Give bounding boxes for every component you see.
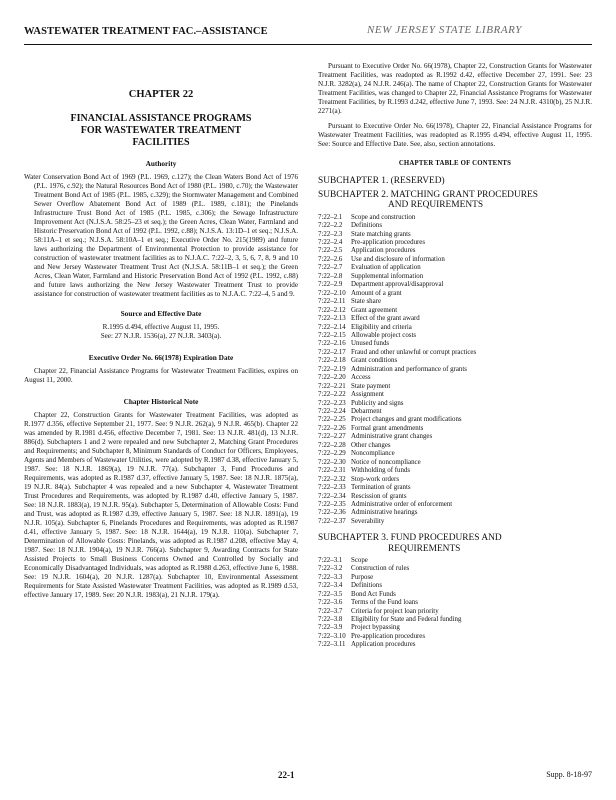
toc-section-number: 7:22–2.23 (318, 399, 346, 407)
toc-entry (318, 357, 592, 365)
toc-section-number: 7:22–3.8 (318, 615, 343, 623)
toc-entry (318, 484, 592, 492)
toc-section-number: 7:22–2.11 (318, 298, 346, 306)
header-rule (24, 44, 592, 45)
toc-entry (318, 518, 592, 526)
toc-section-title: State matching grants (351, 230, 411, 238)
toc-entry (318, 231, 592, 239)
toc-section-title: Unused funds (351, 340, 390, 348)
toc-entry (318, 281, 592, 289)
toc-section-number: 7:22–3.3 (318, 573, 343, 581)
toc-entry (318, 476, 592, 484)
toc-section-number: 7:22–2.32 (318, 475, 346, 483)
toc-section-title: Administrative order of enforcement (351, 501, 453, 509)
toc-entry (318, 324, 592, 332)
toc-section-number: 7:22–2.34 (318, 492, 346, 500)
toc-section-number: 7:22–2.27 (318, 433, 346, 441)
toc-section-title: Administrative hearings (351, 509, 418, 517)
toc-entry (318, 239, 592, 247)
toc-section-title: Scope (351, 556, 368, 564)
toc-section-number: 7:22–2.21 (318, 382, 346, 390)
toc-section-title: Notice of noncompliance (351, 458, 421, 466)
toc-section-title: Application procedures (351, 247, 416, 255)
toc-entry (318, 591, 592, 599)
source-heading: Source and Effective Date (120, 309, 202, 318)
toc-section-title: Pre-application procedures (351, 238, 426, 246)
toc-entry (318, 459, 592, 467)
toc-entry (318, 408, 592, 416)
toc-section-number: 7:22–2.10 (318, 289, 346, 297)
toc-section-title: Publicity and signs (351, 399, 404, 407)
authority-heading: Authority (145, 159, 177, 168)
chapter-title-line: FACILITIES (132, 137, 190, 148)
toc-section-number: 7:22–2.36 (318, 509, 346, 517)
toc-section-title: Access (351, 374, 371, 382)
toc-section-title: Stop-work orders (351, 475, 400, 483)
toc-entry (318, 425, 592, 433)
toc-section-number: 7:22–2.15 (318, 331, 346, 339)
toc-section-number: 7:22–2.29 (318, 450, 346, 458)
page-number: 22-1 (278, 770, 295, 780)
toc-section-title: Scope and construction (351, 213, 416, 221)
toc-entry (318, 599, 592, 607)
subchapter-3-heading-line: SUBCHAPTER 3. FUND PROCEDURES AND (318, 533, 502, 544)
toc-section-title: Application procedures (351, 641, 416, 649)
toc-section-number: 7:22–3.1 (318, 556, 343, 564)
toc-entry (318, 641, 592, 649)
toc-section-title: Project bypassing (351, 624, 400, 632)
toc-entry (318, 493, 592, 501)
toc-section-title: Pre-application procedures (351, 632, 426, 640)
toc-entry (318, 383, 592, 391)
toc-section-title: Definitions (351, 222, 383, 230)
toc-section-title: Criteria for project loan priority (351, 607, 439, 615)
toc-section-number: 7:22–3.11 (318, 641, 346, 649)
toc-section-number: 7:22–2.28 (318, 441, 346, 449)
toc-entry (318, 256, 592, 264)
authority-text: Water Conservation Bond Act of 1969 (P.L. 1969, c.127); the Clean Waters Bond Act of 1976 (P.L. 1976, c.92); the Natural Resources Bond Act of 1980 (P.L. 1980, c.70); the Wastewater Treatment Bond Act of 1985 (P.L. 1985, c.329); the Stormwater Management and Combined Sewer Overflow Abatement Bond Act of 1989 (P.L. 1989, c.181); the Pinelands Infrastructure Trust Bond Act of 1985 (P.L. 1985, c.306); the Sewage Infrastructure Improvement Act (N.J.S.A. 58:25–23 et seq.); the Green Acres, Clean Water, Farmland and Historic Preservation Bond Act of 1992 (P.L. 1992, c.88); N.J.S.A. 13:1D–1 et seq.; N.J.S.A. 58:11A–1 et seq.; N.J.S.A. 58:10A–1 et seq.; Executive Order No. 215(1989) and future laws authorizing the Department of Environmental Protection to provide assistance for construction of wastewater treatment facilities as to N.J.A.C. 7:22–2, 3, 5, 6, 7, 8, 9 and 10 and New Jersey Wastewater Treatment Trust Act (N.J.S.A. 58:11B–1 et seq.); the Green Acres, Clean Water, Farmland and Historic Preservation Bond Act of 1992 (P.L. 1992, c.88) and future laws authorizing the New Jersey Wastewater Treatment Trust to provide assistance for construction of wastewater treatment facilities as to N.J.A.C. 7:22–4, 5 and 9. (24, 173, 298, 298)
chapter-title-line: FOR WASTEWATER TREATMENT (80, 125, 242, 136)
toc-section-title: Debarment (351, 408, 382, 416)
subchapter-3-heading-line: REQUIREMENTS (388, 543, 461, 554)
intro-paragraph: Pursuant to Executive Order No. 66(1978), Chapter 22, Financial Assistance Programs for Wastewater Treatment Facilities, was readopted as R.1995 d.494, effective August 11, 1995. See: Source and Effective Date. See, also, section annotations. (318, 122, 592, 148)
toc-section-title: Effect of the grant award (351, 315, 420, 323)
toc-section-title: Use and disclosure of information (351, 255, 445, 263)
source-line: R.1995 d.494, effective August 11, 1995. (102, 323, 220, 331)
toc-section-number: 7:22–3.2 (318, 565, 343, 573)
toc-section-number: 7:22–2.12 (318, 306, 346, 314)
toc-entry (318, 374, 592, 382)
toc-entry (318, 582, 592, 590)
toc-entry (318, 247, 592, 255)
toc-section-title: Eligibility for State and Federal funding (351, 615, 462, 623)
toc-section-number: 7:22–3.9 (318, 624, 343, 632)
toc-section-number: 7:22–2.1 (318, 213, 343, 221)
toc-section-number: 7:22–2.17 (318, 348, 346, 356)
source-line: See: 27 N.J.R. 1536(a), 27 N.J.R. 3403(a). (100, 332, 222, 340)
toc-section-number: 7:22–2.37 (318, 517, 346, 525)
toc-section-title: Severability (351, 517, 385, 525)
toc-entry (318, 222, 592, 230)
toc-section-number: 7:22–3.10 (318, 632, 346, 640)
toc-entry (318, 509, 592, 517)
subchapter-3-heading (318, 533, 592, 553)
toc-section-title: Department approval/disapproval (351, 281, 444, 289)
toc-section-number: 7:22–2.7 (318, 264, 343, 272)
toc-entry (318, 400, 592, 408)
toc-section-title: Noncompliance (351, 450, 395, 458)
toc-section-title: Other changes (351, 441, 391, 449)
toc-entry (318, 616, 592, 624)
toc-section-number: 7:22–2.9 (318, 281, 343, 289)
toc-section-number: 7:22–2.26 (318, 424, 346, 432)
chapter-title (24, 113, 298, 149)
toc-section-number: 7:22–2.3 (318, 230, 343, 238)
toc-entry (318, 214, 592, 222)
toc-entry (318, 557, 592, 565)
toc-section-title: Allowable project costs (351, 331, 417, 339)
toc-section-title: Administrative grant changes (351, 433, 433, 441)
toc-section-number: 7:22–2.25 (318, 416, 346, 424)
toc-section-title: Amount of a grant (351, 289, 402, 297)
subchapter-2-heading-line: AND REQUIREMENTS (388, 200, 484, 211)
left-column (24, 62, 298, 602)
toc-section-title: Rescission of grants (351, 492, 407, 500)
toc-entry (318, 450, 592, 458)
toc-entry (318, 349, 592, 357)
toc-section-number: 7:22–2.18 (318, 357, 346, 365)
intro-paragraph: Pursuant to Executive Order No. 66(1978), Chapter 22, Construction Grants for Wastewater Treatment Facilities, was readopted as R.1992 d.42, effective December 27, 1991. See: 23 N.J.R. 3282(a), 24 N.J.R. 246(a). The name of Chapter 22, Construction Grants for Wastewater Treatment Facilities, was changed to Chapter 22, Financial Assistance Programs for Wastewater Treatment Facilities, by R.1993 d.242, effective June 7, 1993. See: 24 N.J.R. 4310(b), 25 N.J.R. 2271(a). (318, 62, 592, 115)
toc-section-title: Terms of the Fund loans (351, 599, 418, 607)
subchapter-3-section-list (318, 557, 592, 650)
toc-entry (318, 391, 592, 399)
toc-section-number: 7:22–2.14 (318, 323, 346, 331)
toc-section-number: 7:22–2.24 (318, 408, 346, 416)
toc-section-title: Administration and performance of grants (351, 365, 467, 373)
toc-section-number: 7:22–2.30 (318, 458, 346, 466)
toc-section-number: 7:22–2.6 (318, 255, 343, 263)
toc-section-number: 7:22–2.20 (318, 374, 346, 382)
toc-section-number: 7:22–2.22 (318, 391, 346, 399)
toc-section-number: 7:22–3.6 (318, 599, 343, 607)
page-header (24, 24, 592, 42)
toc-section-title: Withholding of funds (351, 467, 411, 475)
subchapter-2-section-list (318, 214, 592, 527)
toc-entry (318, 264, 592, 272)
toc-section-title: Construction of rules (351, 565, 410, 573)
toc-entry (318, 565, 592, 573)
toc-section-number: 7:22–3.5 (318, 590, 343, 598)
library-stamp: NEW JERSEY STATE LIBRARY (366, 24, 522, 36)
toc-entry (318, 366, 592, 374)
toc-entry (318, 315, 592, 323)
toc-section-title: State payment (351, 382, 391, 390)
toc-section-number: 7:22–2.4 (318, 238, 343, 246)
running-head: WASTEWATER TREATMENT FAC.–ASSISTANCE (24, 26, 268, 37)
toc-entry (318, 290, 592, 298)
toc-section-title: State share (351, 298, 382, 306)
subchapter-2-heading-line: SUBCHAPTER 2. MATCHING GRANT PROCEDURES (318, 190, 538, 201)
toc-entry (318, 273, 592, 281)
toc-section-title: Grant conditions (351, 357, 398, 365)
toc-section-number: 7:22–2.19 (318, 365, 346, 373)
toc-entry (318, 340, 592, 348)
toc-heading: CHAPTER TABLE OF CONTENTS (398, 160, 512, 167)
toc-section-title: Purpose (351, 573, 374, 581)
toc-section-number: 7:22–3.7 (318, 607, 343, 615)
toc-section-title: Bond Act Funds (351, 590, 396, 598)
eo-text: Chapter 22, Financial Assistance Programs for Wastewater Treatment Facilities, expires on August 11, 2000. (24, 367, 298, 384)
toc-entry (318, 608, 592, 616)
chapter-title-line: FINANCIAL ASSISTANCE PROGRAMS (70, 113, 252, 124)
toc-section-number: 7:22–3.4 (318, 582, 343, 590)
toc-entry (318, 442, 592, 450)
chapter-number: CHAPTER 22 (128, 89, 194, 100)
toc-section-number: 7:22–2.35 (318, 501, 346, 509)
toc-entry (318, 501, 592, 509)
toc-section-title: Supplemental information (351, 272, 424, 280)
subchapter-1-heading: SUBCHAPTER 1. (RESERVED) (318, 176, 445, 186)
toc-section-title: Termination of grants (351, 484, 411, 492)
toc-section-title: Eligibility and criteria (351, 323, 412, 331)
toc-section-title: Formal grant amendments (351, 424, 424, 432)
toc-section-title: Grant agreement (351, 306, 398, 314)
toc-section-number: 7:22–2.33 (318, 484, 346, 492)
toc-entry (318, 574, 592, 582)
right-column (318, 62, 592, 650)
toc-entry (318, 416, 592, 424)
toc-entry (318, 467, 592, 475)
history-heading: Chapter Historical Note (123, 397, 199, 406)
toc-section-number: 7:22–2.13 (318, 315, 346, 323)
toc-section-title: Fraud and other unlawful or corrupt practices (351, 348, 477, 356)
toc-section-number: 7:22–2.5 (318, 247, 343, 255)
history-text: Chapter 22, Construction Grants for Wastewater Treatment Facilities, was adopted as R.1977 d.356, effective September 21, 1977. See: 9 N.J.R. 262(a), 9 N.J.R. 465(b). Chapter 22 was amended by R.1981 d.456, effective December 7, 1981. See: 13 N.J.R. 481(d), 13 N.J.R. 886(d). Subchapters 1 and 2 were repealed and new Subchapter 2, Matching Grant Procedures and Requirements; and Subchapter 8, Minimum Standards of Conduct for Officers, Employees, Agents and Members of Wastewater Utilities, were adopted by R.1987 d.38, effective January 5, 1987. See: 18 N.J.R. 1869(a), 19 N.J.R. 77(a). Subchapter 3, Fund Procedures and Requirements, was adopted as R.1987 d.37, effective January 5, 1987. See: 18 N.J.R. 1875(a), 19 N.J.R. 84(a). Subchapter 4 was repealed and a new Subchapter 4, Wastewater Treatment Trust Procedures and Requirements, was adopted by R.1987 d.40, effective January 5, 1987. See: 18 N.J.R. 1883(a), 19 N.J.R. 95(a). Subchapter 5, Determination of Allowable Costs: Fund and Trust, was adopted as R.1987 d.39, effective January 5, 1987. See: 18 N.J.R. 1891(a), 19 N.J.R. 105(a). Subchapter 6, Pinelands Procedures and Requirements, was adopted as R.1987 d.41, effective January 5, 1987. See: 18 N.J.R. 1644(a), 19 N.J.R. 110(a). Subchapter 7, Determination of Allowable Costs: Pinelands, was adopted as R.1987 d.208, effective May 4, 1987. See: 18 N.J.R. 1904(a), 19 N.J.R. 766(a). Subchapter 9, Awarding Contracts for State Assisted Projects to Small Business Concerns Owned and Controlled by Socially and Economically Disadvantaged Individuals, was adopted as R.1988 d.263, effective June 6, 1988. See: 19 N.J.R. 1604(a), 20 N.J.R. 1287(a). Subchapter 10, Environmental Assessment Requirements for State Assisted Wastewater Treatment Facilities, was adopted as R.1989 d.53, effective January 17, 1989. See: 20 N.J.R. 1983(a), 21 N.J.R. 179(a). (24, 411, 298, 599)
toc-section-title: Project changes and grant modifications (351, 416, 462, 424)
toc-entry (318, 633, 592, 641)
toc-entry (318, 624, 592, 632)
toc-entry (318, 307, 592, 315)
eo-heading: Executive Order No. 66(1978) Expiration Date (88, 353, 234, 362)
toc-entry (318, 433, 592, 441)
toc-entry (318, 298, 592, 306)
toc-section-title: Assignment (351, 391, 384, 399)
toc-section-title: Evaluation of application (351, 264, 421, 272)
subchapter-2-heading (318, 190, 592, 210)
toc-section-number: 7:22–2.2 (318, 222, 343, 230)
toc-section-number: 7:22–2.16 (318, 340, 346, 348)
toc-section-number: 7:22–2.8 (318, 272, 343, 280)
supplement-date: Supp. 8-18-97 (546, 770, 592, 779)
toc-entry (318, 332, 592, 340)
toc-section-title: Definitions (351, 582, 383, 590)
toc-section-number: 7:22–2.31 (318, 467, 346, 475)
